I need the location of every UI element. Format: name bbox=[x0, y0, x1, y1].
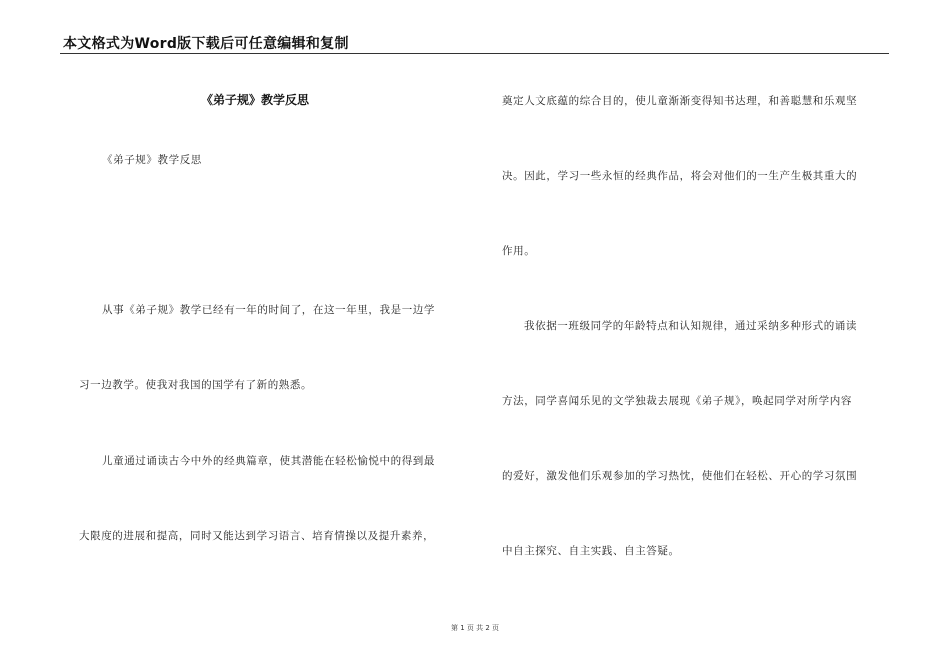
body-line: 决。因此，学习一些永恒的经典作品，将会对他们的一生产生极其重大的 bbox=[502, 170, 858, 182]
body-line: 作用。 bbox=[502, 245, 536, 257]
body-line: 从事《弟子规》教学已经有一年的时间了，在这一年里，我是一边学 bbox=[102, 304, 435, 316]
body-line: 的爱好，激发他们乐观参加的学习热忱，使他们在轻松、开心的学习氛围 bbox=[502, 470, 858, 482]
body-line: 儿童通过诵读古今中外的经典篇章，使其潜能在轻松愉悦中的得到最 bbox=[102, 455, 435, 467]
document-title: 《弟子规》教学反思 bbox=[201, 93, 310, 107]
body-line: 奠定人文底蕴的综合目的，使儿童渐渐变得知书达理，和善聪慧和乐观坚 bbox=[502, 95, 858, 107]
body-line: 方法，同学喜闻乐见的文学独裁去展现《弟子规》，唤起同学对所学内容 bbox=[502, 395, 852, 407]
body-line: 中自主探究、自主实践、自主答疑。 bbox=[502, 545, 680, 557]
page-indicator: 第 1 页 共 2 页 bbox=[450, 624, 500, 632]
body-line: 习一边教学。使我对我国的国学有了新的熟悉。 bbox=[79, 379, 313, 391]
body-line: 我依据一班级同学的年龄特点和认知规律，通过采纳多种形式的诵读 bbox=[524, 320, 857, 332]
body-line: 大限度的进展和提高，同时又能达到学习语言、培育情操以及提升素养， bbox=[79, 530, 435, 542]
header-divider bbox=[60, 53, 889, 54]
document-banner: 本文格式为Word版下载后可任意编辑和复制 bbox=[63, 36, 349, 52]
body-line: 《弟子规》教学反思 bbox=[102, 154, 202, 166]
